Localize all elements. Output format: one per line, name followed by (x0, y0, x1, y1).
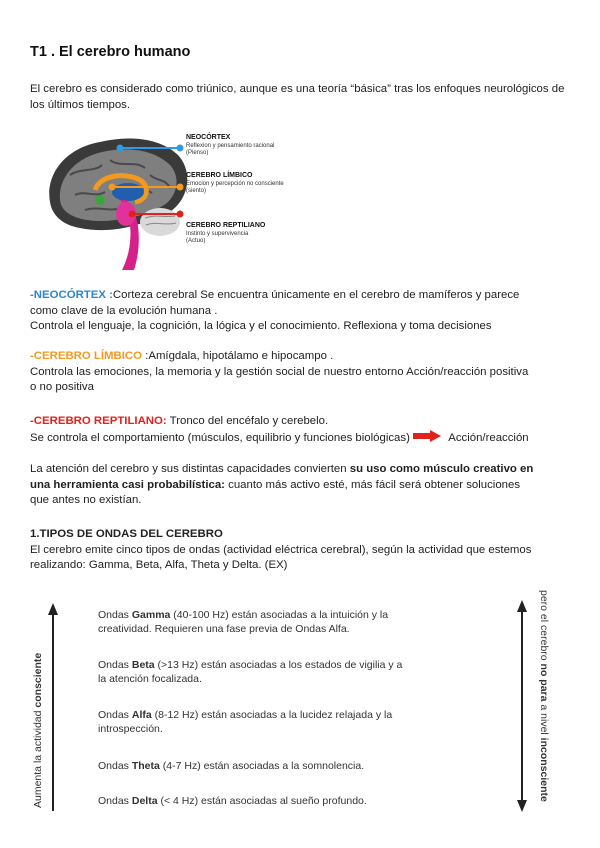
label-neocortex-sub1: Reflexion y pensamiento racional (186, 142, 275, 149)
wave-row-alfa (98, 709, 468, 736)
left-axis-label (32, 653, 44, 808)
section1-line1: El cerebro emite cinco tipos de ondas (actividad eléctrica cerebral), según la actividad que estemos (30, 543, 532, 556)
wave-beta-l2: la atención focalizada. (98, 672, 202, 685)
neocortex-paragraph (30, 288, 570, 335)
wave-row-delta (98, 795, 468, 809)
intro-paragraph: El cerebro es considerado como triúnico, aunque es una teoría “básica” tras los enfoques neurológicos de los últimos tiempos. (30, 83, 565, 111)
wave-delta-l1: (< 4 Hz) están asociadas al sueño profundo. (157, 795, 367, 807)
label-reptiliano-title: CEREBRO REPTILIANO (186, 222, 266, 229)
wave-row-beta (98, 659, 468, 686)
wave-alfa-name: Alfa (131, 709, 152, 721)
wave-alfa-pre: Ondas (98, 709, 132, 721)
section1 (30, 527, 570, 574)
wave-row-theta (98, 760, 468, 774)
wave-theta-name: Theta (131, 760, 160, 772)
label-limbico (186, 172, 284, 195)
neocortex-line3: Controla el lenguaje, la cognición, la lógica y el conocimiento. Reflexiona y toma decisiones (30, 320, 492, 332)
label-reptiliano-sub1: Instinto y supervivencia (186, 230, 249, 237)
limbico-line2: Controla las emociones, la memoria y la gestión social de nuestro entorno Acción/reacción positiva (30, 365, 529, 378)
atencion-part2: cuanto más activo esté, más fácil será obtener soluciones (224, 478, 521, 491)
wave-alfa-l1: (8-12 Hz) están asociadas a la lucidez relajada y la (151, 709, 393, 721)
left-axis-plain: Aumenta la actividad (32, 707, 44, 808)
left-axis-bold: consciente (32, 652, 44, 708)
wave-gamma-l1: (40-100 Hz) están asociadas a la intuición y la (170, 609, 389, 621)
section1-heading: 1.TIPOS DE ONDAS DEL CEREBRO (30, 528, 223, 540)
label-neocortex-title: NEOCÓRTEX (186, 134, 231, 141)
label-reptiliano (186, 222, 265, 245)
page-title: T1 . El cerebro humano (30, 44, 191, 60)
atencion-paragraph (30, 462, 570, 509)
limbico-paragraph (30, 349, 570, 396)
atencion-line3: que antes no existían. (30, 494, 142, 506)
atencion-bold2: una herramienta casi probabilística: (30, 478, 225, 491)
label-reptiliano-sub2: (Actuo) (186, 237, 206, 244)
limbico-line1: :Amígdala, hipotálamo e hipocampo . (142, 350, 334, 362)
atencion-part1: La atención del cerebro y sus distintas capacidades convierten (30, 463, 350, 475)
label-neocortex-sub2: (Pienso) (186, 149, 209, 156)
reptiliano-label: -CEREBRO REPTILIANO: (30, 415, 167, 427)
wave-delta-name: Delta (131, 795, 158, 807)
right-axis-bold2: inconsciente (538, 737, 550, 802)
limbico-line3: o no positiva (30, 381, 94, 393)
label-neocortex (186, 134, 274, 157)
right-arrow-icon (413, 430, 441, 442)
wave-beta-pre: Ondas (98, 659, 132, 671)
neocortex-line1: Corteza cerebral Se encuentra únicamente en el cerebro de mamíferos y parece (112, 289, 520, 301)
reptiliano-after-arrow: Acción/reacción (448, 431, 529, 444)
section1-line2: realizando: Gamma, Beta, Alfa, Theta y Delta. (EX) (30, 559, 288, 571)
wave-gamma-l2: creatividad. Requieren una fase previa de Ondas Alfa. (98, 622, 350, 635)
wave-delta-pre: Ondas (98, 795, 132, 807)
wave-row-gamma (98, 609, 468, 636)
reptiliano-paragraph (30, 414, 590, 446)
atencion-bold1: su uso como músculo creativo en (349, 463, 534, 475)
wave-theta-pre: Ondas (98, 760, 132, 772)
brain-diagram (40, 130, 340, 270)
right-axis-label (538, 590, 550, 802)
neocortex-label: -NEOCÓRTEX : (30, 289, 113, 301)
neocortex-line2: como clave de la evolución humana . (30, 304, 218, 317)
up-arrow-icon (46, 603, 60, 813)
limbico-label: -CEREBRO LÍMBICO (30, 350, 143, 362)
wave-beta-l1: (>13 Hz) están asociadas a los estados de vigilia y a (154, 659, 403, 671)
right-axis-plain2: a nivel (538, 701, 550, 738)
double-arrow-icon (515, 600, 529, 812)
reptiliano-line1: Tronco del encéfalo y cerebelo. (166, 415, 329, 427)
right-axis-plain: pero el cerebro (538, 590, 550, 664)
reptiliano-line2: Se controla el comportamiento (músculos, equilibrio y funciones biológicas) (30, 431, 410, 444)
label-limbico-title: CEREBRO LÍMBICO (186, 172, 253, 179)
wave-beta-name: Beta (131, 659, 155, 671)
wave-gamma-name: Gamma (131, 609, 171, 621)
wave-theta-l1: (4-7 Hz) están asociadas a la somnolencia. (159, 760, 365, 772)
wave-alfa-l2: introspección. (98, 722, 163, 735)
label-limbico-sub1: Emocion y percepción no consciente (186, 180, 284, 187)
wave-gamma-pre: Ondas (98, 609, 132, 621)
label-limbico-sub2: (siento) (186, 187, 207, 194)
right-axis-bold1: no para (538, 663, 550, 702)
